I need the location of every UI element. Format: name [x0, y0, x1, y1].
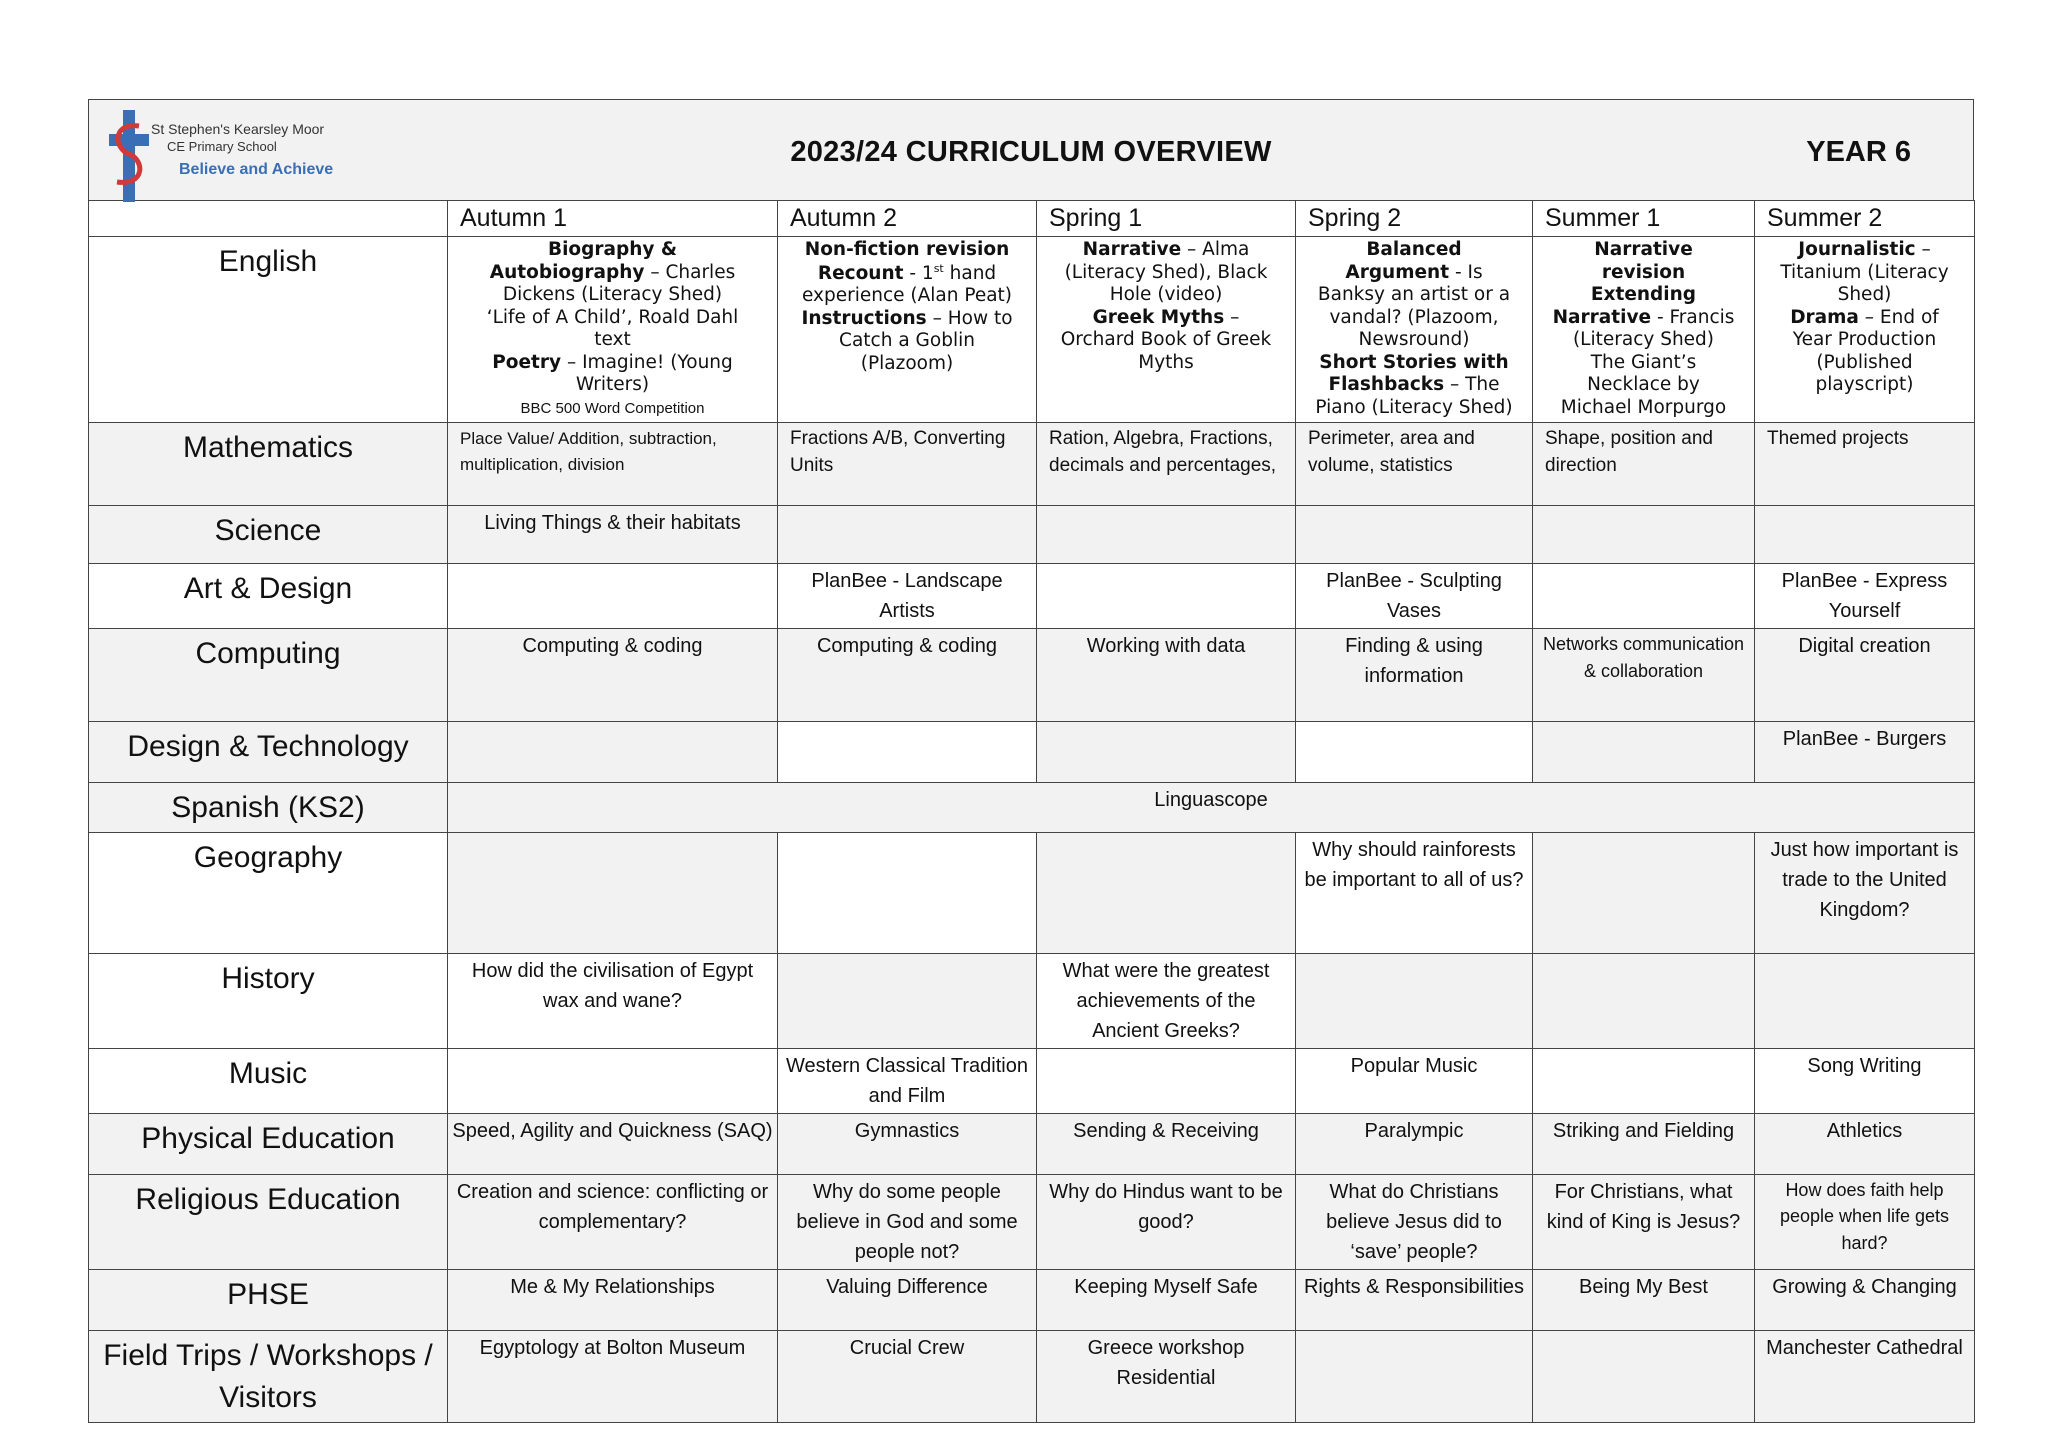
cell: Fractions A/B, Converting Units [778, 423, 1037, 506]
curriculum-table [88, 200, 1975, 1423]
cell: Striking and Fielding [1533, 1114, 1755, 1175]
cell: Why should rainforests be important to all of us? [1296, 833, 1533, 954]
cell [778, 506, 1037, 564]
cell [448, 1049, 778, 1114]
cell [1037, 722, 1296, 783]
cell: PlanBee - Burgers [1755, 722, 1975, 783]
cell: Themed projects [1755, 423, 1975, 506]
subject-label: Design & Technology [89, 722, 448, 783]
cell: Sending & Receiving [1037, 1114, 1296, 1175]
cell [778, 954, 1037, 1049]
school-name-line1: St Stephen's Kearsley Moor [151, 121, 325, 137]
cell: Working with data [1037, 629, 1296, 722]
cell: Paralympic [1296, 1114, 1533, 1175]
cell [1533, 564, 1755, 629]
cell [1037, 564, 1296, 629]
subject-label: Art & Design [89, 564, 448, 629]
cell: Western Classical Tradition and Film [778, 1049, 1037, 1114]
header-banner [88, 99, 1974, 201]
subject-label: PHSE [89, 1270, 448, 1331]
cell [1533, 954, 1755, 1049]
subject-label: Science [89, 506, 448, 564]
row-field-trips [89, 1331, 1975, 1423]
cell: Living Things & their habitats [448, 506, 778, 564]
cell: Song Writing [1755, 1049, 1975, 1114]
row-computing [89, 629, 1975, 722]
cell: Egyptology at Bolton Museum [448, 1331, 778, 1423]
cell: Just how important is trade to the United Kingdom? [1755, 833, 1975, 954]
cell [1037, 833, 1296, 954]
cell: Why do Hindus want to be good? [1037, 1175, 1296, 1270]
cell [1296, 722, 1533, 783]
subject-label: Spanish (KS2) [89, 783, 448, 833]
cell: For Christians, what kind of King is Jesus? [1533, 1175, 1755, 1270]
cell: Being My Best [1533, 1270, 1755, 1331]
subject-label: Music [89, 1049, 448, 1114]
cell-english-summer1: Narrative revision Extending Narrative - Francis (Literacy Shed) The Giant’s Necklace by Michael Morpurgo [1533, 237, 1755, 423]
cell [778, 722, 1037, 783]
cell: What do Christians believe Jesus did to ‘save’ people? [1296, 1175, 1533, 1270]
cell: Manchester Cathedral [1755, 1331, 1975, 1423]
subject-label: Religious Education [89, 1175, 448, 1270]
cell [1755, 954, 1975, 1049]
row-geography [89, 833, 1975, 954]
cell [1755, 506, 1975, 564]
cell [1037, 506, 1296, 564]
cell [1296, 954, 1533, 1049]
year-label: YEAR 6 [1806, 136, 1911, 168]
cell: Crucial Crew [778, 1331, 1037, 1423]
term-header-row [89, 201, 1975, 237]
cell: How does faith help people when life gets hard? [1755, 1175, 1975, 1270]
cell: Place Value/ Addition, subtraction, multiplication, division [448, 423, 778, 506]
cell: Rights & Responsibilities [1296, 1270, 1533, 1331]
cell: Computing & coding [778, 629, 1037, 722]
row-spanish [89, 783, 1975, 833]
cell: What were the greatest achievements of the Ancient Greeks? [1037, 954, 1296, 1049]
cell: Gymnastics [778, 1114, 1037, 1175]
row-design-technology [89, 722, 1975, 783]
cell: Me & My Relationships [448, 1270, 778, 1331]
cell: Popular Music [1296, 1049, 1533, 1114]
cell [1533, 506, 1755, 564]
cell [778, 833, 1037, 954]
cell-english-autumn1: Biography & Autobiography – Charles Dickens (Literacy Shed) ‘Life of A Child’, Roald Dahl text Poetry – Imagine! (Young Writers) BBC 500 Word Competition [448, 237, 778, 423]
school-motto: Believe and Achieve [179, 161, 334, 178]
cell: Athletics [1755, 1114, 1975, 1175]
curriculum-sheet [88, 99, 1974, 1423]
cell: PlanBee - Sculpting Vases [1296, 564, 1533, 629]
subject-label: Mathematics [89, 423, 448, 506]
cell-english-spring1: Narrative – Alma (Literacy Shed), Black Hole (video) Greek Myths – Orchard Book of Greek Myths [1037, 237, 1296, 423]
cell-english-spring2: Balanced Argument - Is Banksy an artist or a vandal? (Plazoom, Newsround) Short Stories with Flashbacks – The Piano (Literacy Shed) [1296, 237, 1533, 423]
row-history [89, 954, 1975, 1049]
term-header: Summer 1 [1533, 201, 1755, 237]
subject-label: Computing [89, 629, 448, 722]
cell: How did the civilisation of Egypt wax and wane? [448, 954, 778, 1049]
school-name-line2: CE Primary School [167, 139, 277, 154]
cell: Growing & Changing [1755, 1270, 1975, 1331]
row-science [89, 506, 1975, 564]
term-header: Autumn 1 [448, 201, 778, 237]
cell [1296, 506, 1533, 564]
row-art-design [89, 564, 1975, 629]
subject-label: Physical Education [89, 1114, 448, 1175]
term-header: Summer 2 [1755, 201, 1975, 237]
subject-label: History [89, 954, 448, 1049]
cell [448, 722, 778, 783]
corner-cell [89, 201, 448, 237]
cell: PlanBee - Landscape Artists [778, 564, 1037, 629]
row-religious-education [89, 1175, 1975, 1270]
cell: Why do some people believe in God and some people not? [778, 1175, 1037, 1270]
cell-spanish-all-terms: Linguascope [448, 783, 1975, 833]
cell: Ration, Algebra, Fractions, decimals and percentages, [1037, 423, 1296, 506]
subject-label: Field Trips / Workshops / Visitors [89, 1331, 448, 1423]
cell [1533, 833, 1755, 954]
subject-label: Geography [89, 833, 448, 954]
cell-english-autumn2: Non-fiction revision Recount - 1st hand experience (Alan Peat) Instructions – How to Catch a Goblin (Plazoom) [778, 237, 1037, 423]
cell [448, 564, 778, 629]
term-header: Spring 1 [1037, 201, 1296, 237]
cell [448, 833, 778, 954]
cell: Keeping Myself Safe [1037, 1270, 1296, 1331]
row-music [89, 1049, 1975, 1114]
page-title: 2023/24 CURRICULUM OVERVIEW [790, 136, 1272, 168]
row-physical-education [89, 1114, 1975, 1175]
cell-english-summer2: Journalistic – Titanium (Literacy Shed) Drama – End of Year Production (Published playscript) [1755, 237, 1975, 423]
subject-label: English [89, 237, 448, 423]
row-english [89, 237, 1975, 423]
cell [1296, 1331, 1533, 1423]
cell: Shape, position and direction [1533, 423, 1755, 506]
cell: Perimeter, area and volume, statistics [1296, 423, 1533, 506]
term-header: Spring 2 [1296, 201, 1533, 237]
row-phse [89, 1270, 1975, 1331]
cell: Digital creation [1755, 629, 1975, 722]
cell: Creation and science: conflicting or complementary? [448, 1175, 778, 1270]
cell [1037, 1049, 1296, 1114]
row-mathematics [89, 423, 1975, 506]
term-header: Autumn 2 [778, 201, 1037, 237]
cell: Networks communication & collaboration [1533, 629, 1755, 722]
cell: PlanBee - Express Yourself [1755, 564, 1975, 629]
cell: Greece workshop Residential [1037, 1331, 1296, 1423]
cell: Computing & coding [448, 629, 778, 722]
cell [1533, 722, 1755, 783]
cell [1533, 1331, 1755, 1423]
cell: Finding & using information [1296, 629, 1533, 722]
cell: Valuing Difference [778, 1270, 1037, 1331]
cell [1533, 1049, 1755, 1114]
cell: Speed, Agility and Quickness (SAQ) [448, 1114, 778, 1175]
